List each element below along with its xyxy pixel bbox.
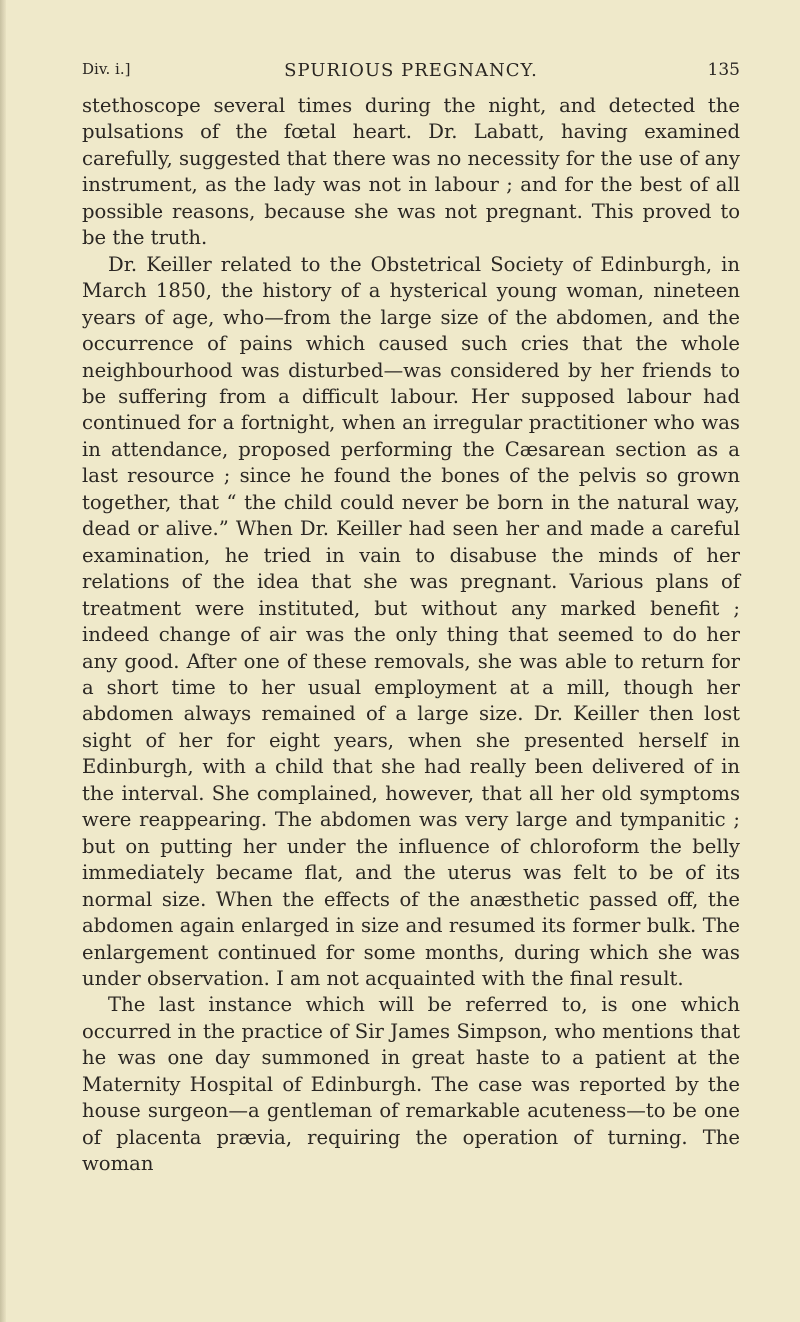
paragraph-simpson-case: The last instance which will be referred to, is one which occurred in the practice of Sir James Simpson, who mentions that he was one day summoned in great haste to a patient at the Maternity Hospital of Edinburgh. The case was reported by the house surgeon—a gentleman of remarkable acuteness—to be one of placenta prævia, requiring the operation of turning. The woman — [82, 993, 740, 1176]
division-marker: Div. i.] — [82, 60, 131, 78]
paragraph-continued: stethoscope several times during the night, and detected the pulsations of the fœtal heart. Dr. Labatt, having examined carefully, suggested that there was no necessity for the use of any instrument, as the lady was not in labour ; and for the best of all possible reasons, because she was not pregnant. This proved to be the truth. — [82, 94, 740, 250]
running-header — [82, 60, 740, 84]
page-number: 135 — [707, 60, 740, 80]
body-text — [82, 93, 740, 1178]
page-binding-edge — [0, 0, 6, 1322]
running-title: SPURIOUS PREGNANCY. — [284, 60, 538, 81]
paragraph-keiller-case: Dr. Keiller related to the Obstetrical Society of Edinburgh, in March 1850, the history of a hysterical young woman, nineteen years of age, who—from the large size of the abdomen, and the occurrence of pains which caused such cries that the whole neighbourhood was disturbed—was considered by her friends to be suffering from a difficult labour. Her supposed labour had continued for a fortnight, when an irregular practitioner who was in attendance, proposed performing the Cæsarean section as a last resource ; since he found the bones of the pelvis so grown together, that “ the child could never be born in the natural way, dead or alive.” When Dr. Keiller had seen her and made a careful examination, he tried in vain to disabuse the minds of her relations of the idea that she was pregnant. Various plans of treatment were instituted, but without any marked benefit ; indeed change of air was the only thing that seemed to do her any good. After one of these removals, she was able to return for a short time to her usual employment at a mill, though her abdomen always remained of a large size. Dr. Keiller then lost sight of her for eight years, when she presented herself in Edinburgh, with a child that she had really been delivered of in the interval. She complained, however, that all her old symptoms were reappearing. The abdomen was very large and tympanitic ; but on putting her under the influence of chloroform the belly immediately became flat, and the uterus was felt to be of its normal size. When the effects of the anæsthetic passed off, the abdomen again enlarged in size and resumed its former bulk. The enlargement continued for some months, during which she was under observation. I am not acquainted with the final result. — [82, 252, 740, 990]
